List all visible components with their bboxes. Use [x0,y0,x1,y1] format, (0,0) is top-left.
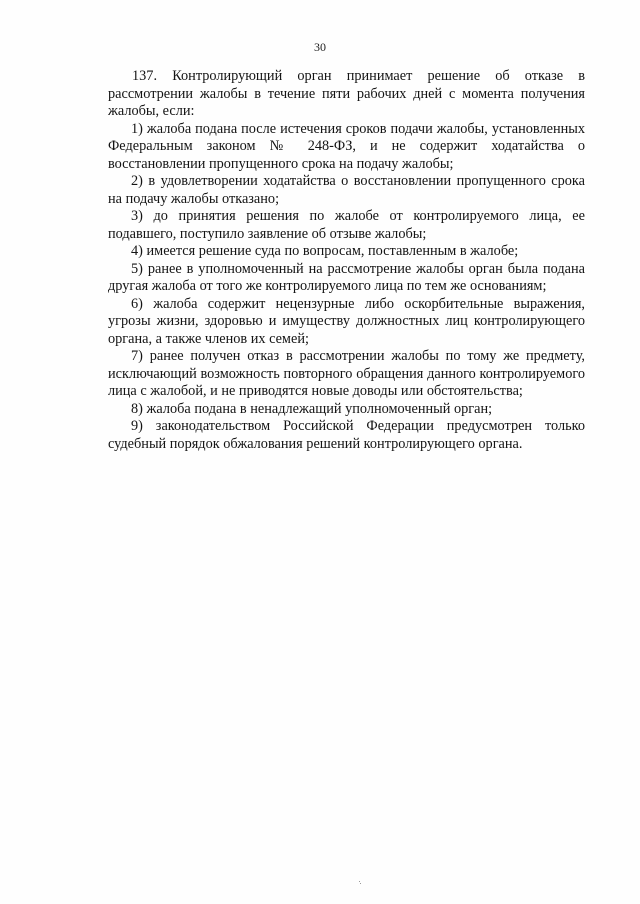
list-item-text: жалоба подана после истечения сроков подачи жалобы, установленных Федеральным законом № 248-ФЗ, и не содержит ходатайства о восстановлении пропущенного срока на подачу жалобы; [108,120,585,172]
list-item-text: в удовлетворении ходатайства о восстановлении пропущенного срока на подачу жалобы отказано; [108,173,585,207]
list-item-1 [108,121,585,174]
list-item-text: до принятия решения по жалобе от контролируемого лица, ее подавшего, поступило заявление об отзыве жалобы; [108,208,585,242]
list-item-5 [108,261,585,296]
list-item-text: законодательством Российской Федерации предусмотрен только судебный порядок обжалования решений контролирующего органа. [108,418,585,452]
list-item-7 [108,348,585,401]
list-item-number: 7) [131,348,143,364]
list-item-text: ранее в уполномоченный на рассмотрение жалобы орган была подана другая жалоба от того же контролируемого лица по тем же основаниям; [108,260,586,294]
list-item-8 [108,401,585,419]
list-item-2 [108,173,585,208]
list-item-text: имеется решение суда по вопросам, поставленным в жалобе; [146,243,519,259]
scan-speck [360,883,361,884]
list-item-number: 2) [131,173,143,189]
list-item-number: 6) [131,295,143,312]
list-item-number: 5) [131,260,143,277]
list-item-3 [108,208,585,243]
list-item-6 [108,296,585,349]
list-item-text: жалоба содержит нецензурные либо оскорбительные выражения, угрозы жизни, здоровью и имуществу должностных лиц контролирующего органа, а также членов их семей; [108,295,585,347]
list-item-number: 9) [131,418,143,434]
scan-speck [359,881,360,882]
list-item-number: 4) [131,243,143,259]
document-body [108,68,585,453]
list-item-text: жалоба подана в ненадлежащий уполномоченный орган; [146,400,493,417]
list-item-text: ранее получен отказ в рассмотрении жалобы по тому же предмету, исключающий возможность повторного обращения данного контролируемого лица с жалобой, и не приводятся новые доводы или обстоятельства; [108,348,585,399]
list-item-number: 1) [131,120,143,137]
list-item-number: 8) [131,400,143,417]
paragraph-137-intro: 137. Контролирующий орган принимает решение об отказе в рассмотрении жалобы в течение пяти рабочих дней с момента получения жалобы, если: [108,68,585,119]
list-item-4 [108,243,585,261]
page-number: 30 [314,40,326,54]
list-item-number: 3) [131,208,143,224]
list-item-9 [108,418,585,453]
